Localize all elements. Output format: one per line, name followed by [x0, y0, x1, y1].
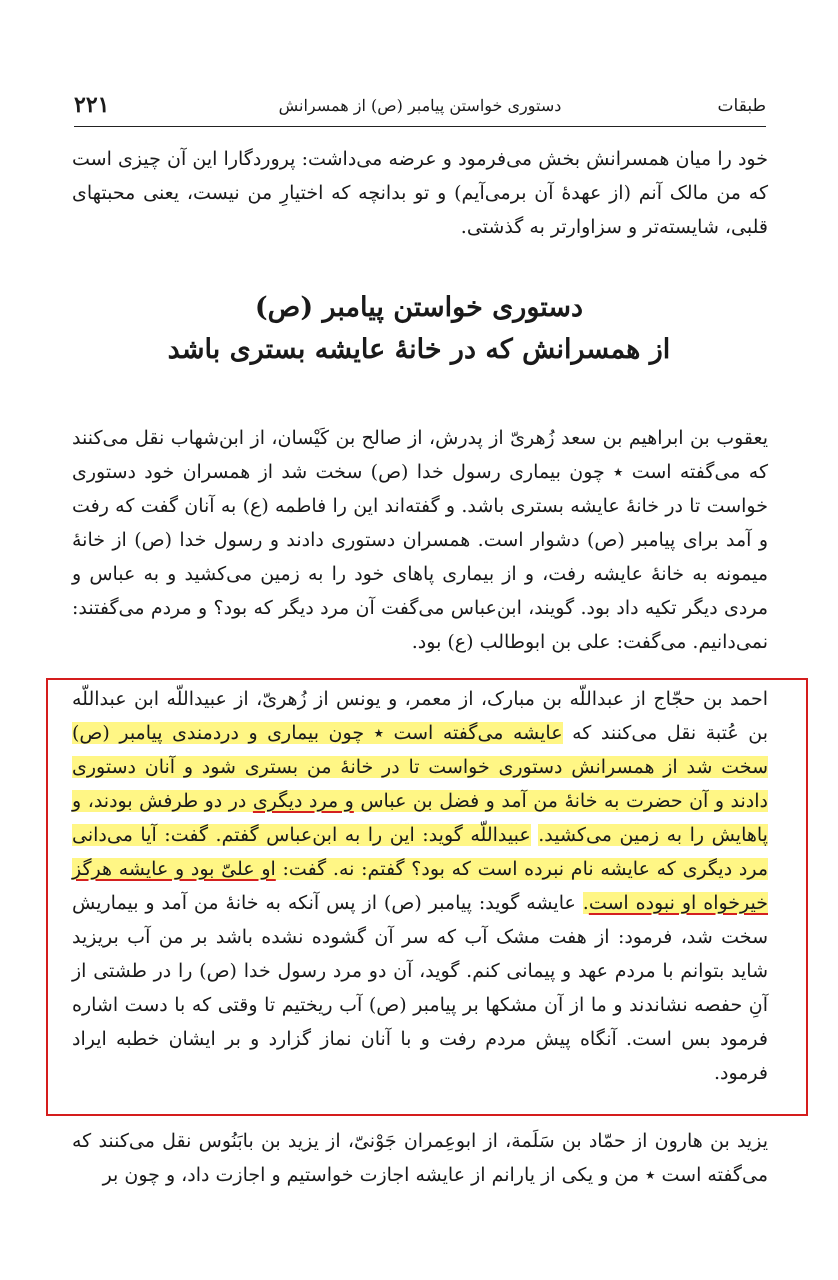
paragraph-3: یزید بن هارون از حمّاد بن سَلَمة، از ابوعِمران جَوْنیّ، از یزید بن بابَنُوس نقل می‌کنند که می‌گفته است ٭ من و یکی از یارانم از عایشه اجازت خواستیم و اجازت داد، و چون بر — [72, 1130, 768, 1186]
highlight-text: . — [582, 892, 589, 914]
paragraph-2 — [72, 682, 768, 1090]
running-header — [74, 92, 766, 127]
intro-paragraph: خود را میان همسرانش بخش می‌فرمود و عرضه می‌داشت: پروردگارا این آن چیزی است که من مالک آنم (از عهدهٔ آن برمی‌آیم) و تو بدانچه که اختیارِ من نیست، یعنی محبتهای قلبی، شایسته‌تر و سزاوارتر به گذشتی. — [72, 148, 768, 238]
paragraph-2-text: احمد بن حجّاج از عبداللّه بن مبارک، از معمر، و یونس از زُهریّ، از عبیداللّه ابن عبداللّه بن عُتبة نقل می‌کنند که — [72, 688, 768, 744]
paragraph-2-text: عایشه گوید: پیامبر (ص) از پس آنکه به خانهٔ من آمد و بیماریش سخت شد، فرمود: از هفت مشک آب که سر آن گشوده نشده باشد بر من آب بریزید شاید بتوانم با مردم عهد و پیمانی کنم. گوید، آن دو مرد رسول خدا (ص) را در طشتی از آنِ حفصه نشاندند و ما از آن مشکها بر پیامبر (ص) آب ریختیم تا وقتی که با دست اشاره فرمود بس است. آنگاه پیش مردم رفت و با آنان نماز گزارد و بر ایشان خطبه ایراد فرمود. — [72, 892, 768, 1084]
highlight-text: عبیداللّه گوید: این را به ابن‌عباس گفتم. گفت: آیا می‌دانی مرد دیگری که عایشه نام نبرده است که بود؟ گفتم: نه. گفت: — [72, 824, 768, 880]
book-name: طبقات — [717, 96, 766, 116]
underlined-phrase: او علیّ بود و عایشه هرگز خیرخواه او نبوده است — [72, 858, 768, 914]
highlight-text: در دو طرفش بودند، و پاهایش را به زمین می‌کشید. — [72, 790, 768, 846]
underlined-phrase: و مرد دیگری — [252, 790, 354, 812]
chapter-running-title: دستوری خواستن پیامبر (ص) از همسرانش — [278, 96, 562, 115]
section-title-line-2: از همسرانش که در خانهٔ عایشه بستری باشد — [167, 334, 671, 365]
section-title-line-1: دستوری خواستن پیامبر (ص) — [254, 292, 584, 323]
page-number: ۲۲۱ — [74, 92, 110, 118]
highlight-text: عایشه می‌گفته است ٭ چون بیماری و دردمندی پیامبر (ص) سخت شد از همسرانش دستوری خواست تا در خانهٔ من بستری شود و آنان دستوری دادند و آن حضرت به خانهٔ من آمد و فضل بن عباس — [72, 722, 768, 812]
paragraph-1: یعقوب بن ابراهیم بن سعد زُهریّ از پدرش، از صالح بن کَیْسان، از ابن‌شهاب نقل می‌کنند که می‌گفته است ٭ چون بیماری رسول خدا (ص) سخت شد از همسران خود دستوری خواست تا در خانهٔ عایشه بستری باشد. و گفته‌اند این را فاطمه (ع) به آنان گفت که رفت و آمد برای پیامبر (ص) دشوار است. همسران دستوری دادند و رسول خدا (ص) از خانهٔ میمونه به خانهٔ عایشه رفت، و از بیماری پاهای خود را به زمین می‌کشید و به عباس و مردی دیگر تکیه داد بود. گویند، ابن‌عباس می‌گفت آن مرد دیگر که بود؟ و مردم می‌گفتند: نمی‌دانیم. می‌گفت: علی بن ابوطالب (ع) بود. — [72, 427, 768, 653]
